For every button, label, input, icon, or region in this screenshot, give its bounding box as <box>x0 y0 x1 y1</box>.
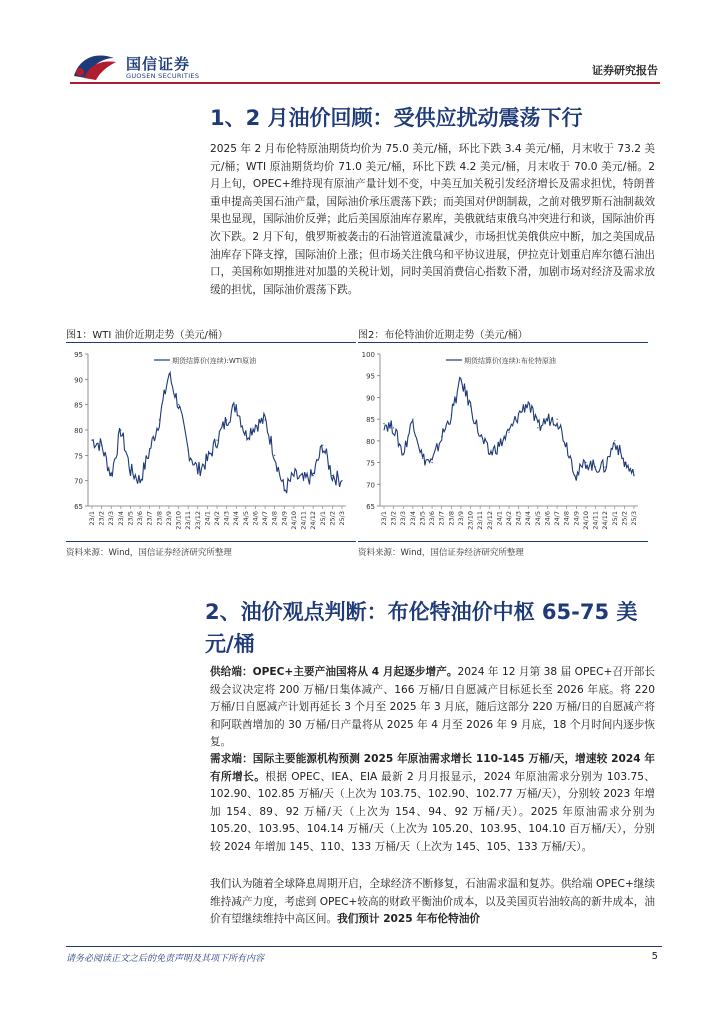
data-point <box>518 414 519 415</box>
x-tick-label: 23/10 <box>174 511 183 530</box>
figure-2-source-rule <box>358 541 648 542</box>
figure-1-title: 图1：WTI 油价近期走势（美元/桶） <box>66 330 228 341</box>
x-tick-label: 24/2 <box>213 511 221 526</box>
figure-1-source-rule <box>66 541 356 542</box>
y-tick-label: 90 <box>366 394 375 403</box>
section-1-paragraph: 2025 年 2 月布伦特原油期货均价为 75.0 美元/桶，环比下跌 3.4 美元/桶，月末收于 73.2 美元/桶；WTI 原油期货均价 71.0 美元/桶，环比下跌 4.2 美元/桶，月末收于 70.0 美元/桶。2 月上旬，OPEC+维持现有原油产量计划不变，中美互加关税引发经济增长及需求担忧，特朗普重申提高美国石油产量，国际油价承压震荡下跌；而美国对伊朗制裁，之前对俄罗斯石油制裁效果也显现，国际油价反弹；此后美国原油库存累库，美俄就结束俄乌冲突进行和谈，国际油价再次下跌。2 月下旬，俄罗斯被袭击的石油管道流量减少，市场担忧美俄供应中断，加之美国成品油库存下降支撑，国际油价上涨；但市场关注俄乌和平协议进展，伊拉克计划重启库尔德石油出口，美国称如期推进对加墨的关税计划，同时美国消费信心指数下滑，加剧市场对经济及需求放缓的担忧，国际油价震荡下跌。 <box>210 143 655 296</box>
data-point <box>451 414 452 415</box>
data-point <box>633 475 634 476</box>
x-tick-label: 24/6 <box>543 511 552 526</box>
data-point <box>431 462 432 463</box>
x-tick-label: 23/9 <box>456 511 465 526</box>
figure-1-title-rule <box>66 342 356 343</box>
x-tick-label: 24/3 <box>222 511 231 526</box>
data-point <box>245 434 246 435</box>
x-tick-label: 24/5 <box>533 511 542 526</box>
x-tick-label: 24/10 <box>581 511 590 530</box>
data-point <box>197 470 198 471</box>
data-point <box>139 480 140 481</box>
x-tick-label: 23/12 <box>485 511 494 530</box>
data-point <box>412 419 413 420</box>
x-tick-label: 24/9 <box>572 511 581 526</box>
page-number: 5 <box>651 951 658 962</box>
x-tick-label: 24/8 <box>562 511 571 526</box>
y-tick-label: 90 <box>74 376 83 385</box>
data-point <box>585 462 586 463</box>
data-point <box>101 445 102 446</box>
x-tick-label: 25/3 <box>338 511 346 526</box>
data-point <box>284 490 285 491</box>
data-point <box>216 440 217 441</box>
y-tick-label: 65 <box>366 503 375 511</box>
guosen-logo-icon <box>70 50 120 82</box>
data-point <box>595 466 596 467</box>
x-tick-label: 23/4 <box>408 511 417 526</box>
x-tick-label: 24/6 <box>251 511 260 526</box>
data-point <box>322 445 323 446</box>
data-point <box>537 427 538 428</box>
data-point <box>264 419 265 420</box>
demand-body: 根据 OPEC、IEA、EIA 最新 2 月月报显示，2024 年原油需求分别为 103.75、102.90、102.85 万桶/天（上次为 103.75、102.90、102.77 万桶/天），分别较 2023 年增加 154、89、92 万桶/天（上次为 154、94、92 万桶/天）。2025 年原油需求分别为 105.20、103.95、104.14 万桶/天（上次为 105.20、103.95、104.10 百万桶/天），分别较 2024 年增加 145、110、133 万桶/天（上次为 145、105、133 万桶/天）。 <box>210 770 656 853</box>
data-point <box>226 419 227 420</box>
x-tick-label: 23/5 <box>418 511 427 526</box>
data-point <box>624 462 625 463</box>
data-point <box>120 429 121 430</box>
x-tick-label: 24/12 <box>309 511 318 530</box>
y-tick-label: 95 <box>74 351 83 359</box>
y-tick-label: 100 <box>361 351 375 359</box>
data-point <box>508 432 509 433</box>
data-point <box>178 404 179 405</box>
legend-label: 期货结算价(连续):WTI原油 <box>172 357 257 365</box>
figure-2-title-rule <box>358 342 648 343</box>
figure-2-title: 图2：布伦特油价近期走势（美元/桶） <box>358 330 528 341</box>
data-point <box>188 450 189 451</box>
x-tick-label: 23/8 <box>155 511 164 526</box>
demand-paragraph <box>210 751 655 857</box>
data-point <box>614 440 615 441</box>
x-tick-label: 23/10 <box>466 511 475 530</box>
x-tick-label: 24/5 <box>241 511 250 526</box>
logo-en-text: GUOSEN SECURITIES <box>126 72 200 80</box>
y-tick-label: 70 <box>366 481 375 490</box>
x-tick-label: 23/1 <box>88 511 96 526</box>
y-tick-label: 95 <box>366 372 375 381</box>
y-tick-label: 85 <box>366 416 375 425</box>
x-tick-label: 24/8 <box>270 511 279 526</box>
x-tick-label: 23/7 <box>437 511 446 526</box>
report-type-label: 证券研究报告 <box>592 64 658 77</box>
x-tick-label: 23/11 <box>184 511 193 530</box>
data-point <box>547 419 548 420</box>
figure-1 <box>66 322 356 560</box>
x-tick-label: 25/2 <box>620 511 629 526</box>
data-point <box>383 423 384 424</box>
data-point <box>403 453 404 454</box>
data-point <box>489 453 490 454</box>
view-bold: 我们预计 2025 年布伦特油价 <box>337 913 480 926</box>
data-point <box>313 475 314 476</box>
x-tick-label: 24/2 <box>505 511 513 526</box>
x-tick-label: 24/4 <box>524 511 533 526</box>
x-tick-label: 24/7 <box>261 511 270 526</box>
figure-2 <box>358 322 648 560</box>
figure-2-source: 资料来源：Wind，国信证券经济研究所整理 <box>358 548 524 558</box>
wti-line-chart <box>66 346 356 538</box>
section-1-title: 1、2 月油价回顾：受供应扰动震荡下行 <box>210 106 583 130</box>
x-tick-label: 25/3 <box>630 511 638 526</box>
x-tick-label: 24/1 <box>203 511 212 526</box>
series-line <box>384 378 634 481</box>
x-tick-label: 23/8 <box>447 511 456 526</box>
data-point <box>236 404 237 405</box>
x-tick-label: 23/2 <box>97 511 106 526</box>
data-point <box>168 374 169 375</box>
x-tick-label: 24/9 <box>280 511 289 526</box>
x-tick-label: 23/5 <box>126 511 135 526</box>
y-tick-label: 80 <box>74 427 83 435</box>
supply-paragraph <box>210 664 655 752</box>
x-tick-label: 23/1 <box>380 511 388 526</box>
data-point <box>480 436 481 437</box>
data-point <box>566 445 567 446</box>
x-tick-label: 23/7 <box>145 511 154 526</box>
data-point <box>293 475 294 476</box>
data-point <box>111 475 112 476</box>
y-tick-label: 75 <box>74 452 83 461</box>
x-tick-label: 24/11 <box>591 511 600 530</box>
x-tick-label: 23/11 <box>476 511 485 530</box>
supply-lead: 供给端：OPEC+主要产油国将从 4 月起逐步增产。 <box>210 666 458 678</box>
x-tick-label: 23/6 <box>428 511 437 526</box>
disclaimer-text: 请务必阅读正文之后的免责声明及其项下所有内容 <box>66 954 265 964</box>
x-tick-label: 24/4 <box>232 511 241 526</box>
x-tick-label: 23/4 <box>116 511 125 526</box>
x-tick-label: 23/12 <box>193 511 202 530</box>
x-tick-label: 23/6 <box>136 511 145 526</box>
x-tick-label: 25/1 <box>610 511 619 526</box>
x-tick-label: 23/2 <box>389 511 398 526</box>
legend-label: 期货结算价(连续):布伦特原油 <box>464 357 556 365</box>
x-tick-label: 23/3 <box>399 511 408 526</box>
data-point <box>159 419 160 420</box>
data-point <box>207 460 208 461</box>
brent-line-chart <box>358 346 648 538</box>
data-point <box>470 406 471 407</box>
data-point <box>528 401 529 402</box>
demand-lead: 需求端：国际主要能源机构预测 2025 年原油需求增长 110-145 万桶/天，增速较 2024 年有所增长。 <box>210 753 655 783</box>
data-point <box>303 480 304 481</box>
data-point <box>499 445 500 446</box>
data-point <box>441 436 442 437</box>
data-point <box>605 466 606 467</box>
y-tick-label: 80 <box>366 437 375 446</box>
data-point <box>393 427 394 428</box>
data-point <box>91 440 92 441</box>
data-point <box>341 480 342 481</box>
data-point <box>422 458 423 459</box>
x-tick-label: 25/2 <box>328 511 337 526</box>
section-2-title: 2、油价观点判断：布伦特油价中枢 65-75 美元/桶 <box>205 600 638 656</box>
series-line <box>92 373 342 494</box>
view-paragraph <box>210 876 655 929</box>
x-tick-label: 24/10 <box>289 511 298 530</box>
x-tick-label: 24/1 <box>495 511 504 526</box>
x-tick-label: 23/3 <box>107 511 116 526</box>
y-tick-label: 75 <box>366 459 375 468</box>
data-point <box>274 455 275 456</box>
x-tick-label: 24/7 <box>553 511 562 526</box>
x-tick-label: 24/12 <box>601 511 610 530</box>
data-point <box>576 475 577 476</box>
data-point <box>460 379 461 380</box>
logo-cn-text: 国信证券 <box>126 55 191 73</box>
x-tick-label: 25/1 <box>318 511 327 526</box>
x-tick-label: 24/11 <box>299 511 308 530</box>
figure-1-source: 资料来源：Wind，国信证券经济研究所整理 <box>66 548 232 558</box>
data-point <box>332 475 333 476</box>
supply-body: 2024 年 12 月第 38 届 OPEC+召开部长级会议决定将 200 万桶/日集体减产、166 万桶/日自愿减产目标延长至 2026 年底。将 220 万桶/日自愿减产计划再延长 3 个月至 2025 年 3 月底，随后这部分 220 万桶/日的自愿减产将和阿联酋增加的 30 万桶/日产量将从 2025 年 4 月至 2026 年 9 月底，18 个月时间内逐步恢复。 <box>210 666 655 749</box>
data-point <box>556 419 557 420</box>
y-tick-label: 65 <box>74 503 83 511</box>
y-tick-label: 85 <box>74 401 83 410</box>
view-body: 我们认为随着全球降息周期开启，全球经济不断修复，石油需求温和复苏。供给端 OPEC+继续维持减产力度，考虑到 OPEC+较高的财政平衡油价成本，以及美国页岩油较高的新井成本，油价有望继续维持中高区间。 <box>210 878 655 926</box>
data-point <box>255 424 256 425</box>
header-divider <box>70 82 660 84</box>
x-tick-label: 24/3 <box>514 511 523 526</box>
footer-divider <box>66 946 662 947</box>
y-tick-label: 70 <box>74 477 83 486</box>
x-tick-label: 23/9 <box>164 511 173 526</box>
data-point <box>149 450 150 451</box>
data-point <box>130 470 131 471</box>
